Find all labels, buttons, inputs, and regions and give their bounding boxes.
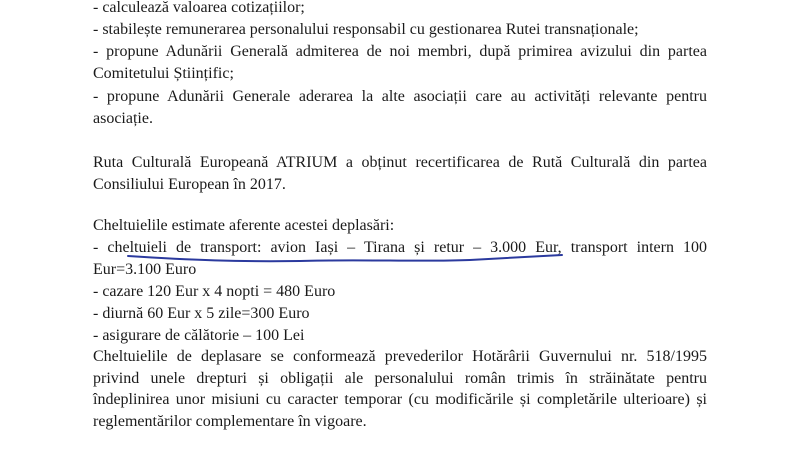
- paragraph-line: Ruta Culturală Europeană ATRIUM a obținut recertificarea de Rută Culturală din partea: [93, 154, 707, 171]
- expenses-title: Cheltuielile estimate aferente acestei deplasări:: [93, 217, 395, 234]
- list-item: - calculează valoarea cotizațiilor;: [93, 0, 305, 16]
- paragraph-line: privind unele drepturi și obligații ale personalului român trimis în străinătate pentru: [93, 370, 707, 387]
- expense-item: - cazare 120 Eur x 4 nopti = 480 Euro: [93, 283, 336, 300]
- list-item: - propune Adunării Generală admiterea de noi membri, după primirea avizului din partea: [93, 43, 707, 60]
- expense-item: - cheltuieli de transport: avion Iași – Tirana și retur – 3.000 Eur, transport intern 100: [93, 239, 707, 256]
- expense-item: - asigurare de călătorie – 100 Lei: [93, 327, 305, 344]
- paragraph-line: Cheltuielile de deplasare se conformează prevederilor Hotărârii Guvernului nr. 518/1995: [93, 348, 707, 365]
- list-item-continuation: Comitetului Științific;: [93, 65, 234, 82]
- expense-item-continuation: Eur=3.100 Euro: [93, 261, 197, 278]
- paragraph-line: îndeplinirea unor misiuni cu caracter temporar (cu modificările și completările ulterioare) și: [93, 391, 707, 408]
- list-item-continuation: asociație.: [93, 110, 153, 127]
- paragraph-line: Consiliului European în 2017.: [93, 176, 286, 193]
- expense-item: - diurnă 60 Eur x 5 zile=300 Euro: [93, 305, 310, 322]
- list-item: - stabilește remunerarea personalului responsabil cu gestionarea Rutei transnaționale;: [93, 21, 639, 38]
- paragraph-line: reglementărilor complementare în vigoare.: [93, 413, 367, 430]
- list-item: - propune Adunării Generale aderarea la alte asociații care au activități relevante pentru: [93, 88, 707, 105]
